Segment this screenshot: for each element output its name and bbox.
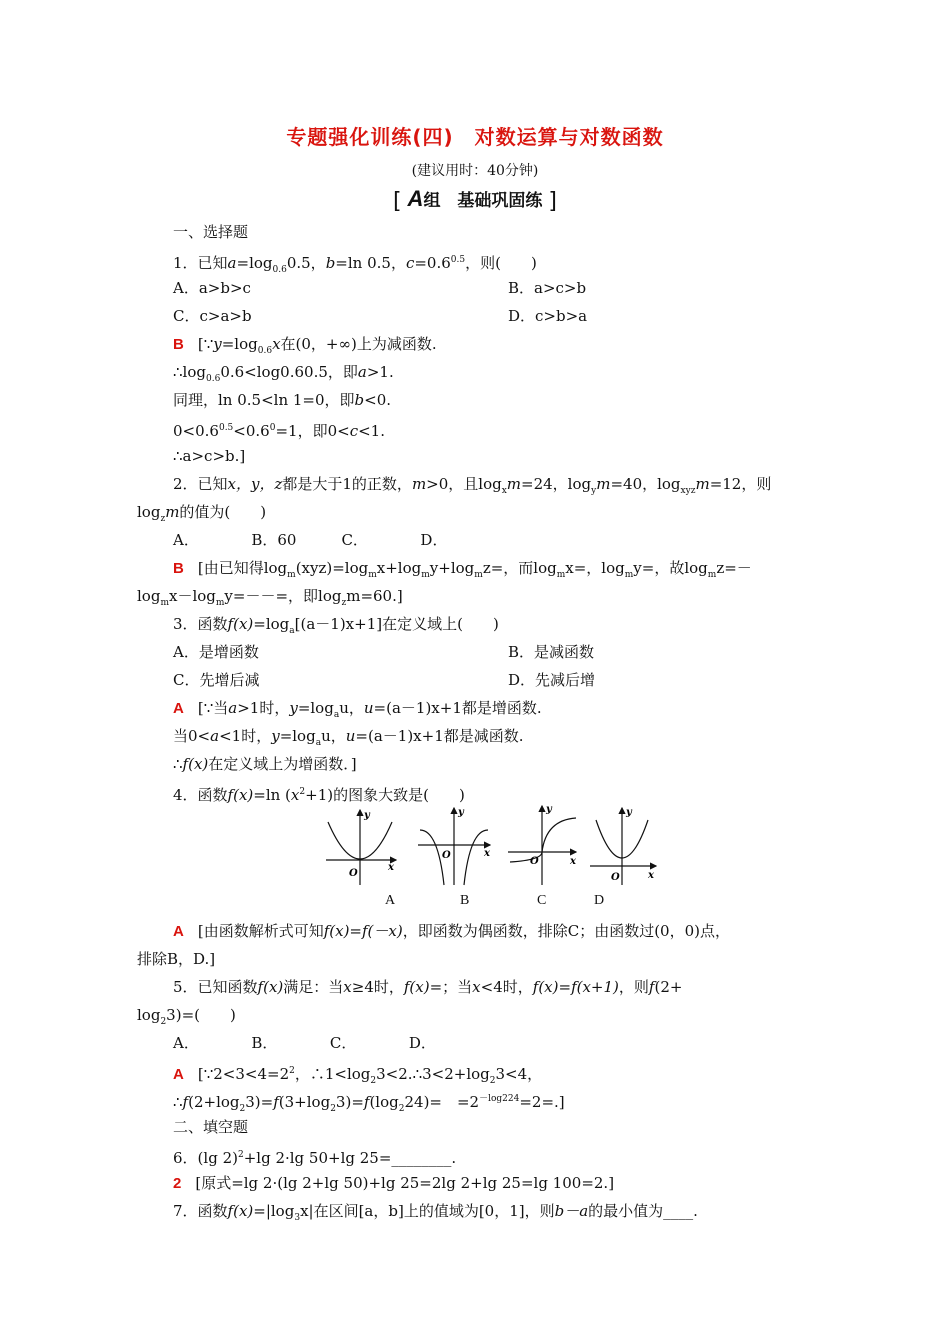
q1-solution-3: 同理，ln 0.5<ln 1=0，即b<0. [173,391,392,409]
q2-solution-1: B [由已知得$\log_m(xyz)=\log_mx+\log_my+\log_mz=$，而$\log_mx=$，$\log_my=$，故$\log_mz=-$ [173,559,752,580]
q1-stem: 1．已知$a=\log_{0.6}0.5$，b=ln 0.5，$c=0.6^{0.5}$，则( ) [173,254,537,275]
q1-option-a: A．a>b>c [173,279,251,297]
graph-c [508,806,576,885]
q7-stem: 7．函数$f(x)=|\log_3x|$在区间[a，b]上的值域为[0，1]，则b－a的最小值为____. [173,1202,698,1223]
group-heading [0,186,950,214]
axis-label-y: y [546,804,552,815]
axis-label-origin: O [530,856,539,867]
axis-label-x: x [648,870,654,881]
answer-label: 2 [173,1175,182,1192]
q5-solution-2: $\therefore f(2+\log_23)=f(3+\log_23)=f(\log_224)=$ $=2^{-log224}=2=$.] [173,1093,565,1114]
bracket-left: [ [393,189,402,214]
axis-label-x: x [570,856,576,867]
section-heading: 二、填空题 [173,1118,249,1136]
q3-option-a: A．是增函数 [173,643,259,661]
q5-options: A． B． C． D． [173,1034,436,1052]
q1-solution-2: $\therefore\log_{0.6}0.6<\log 0.60.5$，即a>1. [173,363,394,384]
q4-solution-2: 排除B，D.] [137,950,216,968]
axis-label-y: y [364,810,370,821]
q1-option-c: C．c>a>b [173,307,252,325]
axis-label-y: y [626,807,632,818]
q4-stem: 4．函数f(x)=ln $(x^2+1)$的图象大致是( ) [173,786,465,804]
q3-solution-1: A [∵当a>1时，$y=\log_au$，u=(a－1)x+1都是增函数. [173,699,542,720]
answer-label: A [173,1066,184,1083]
q5-stem: 5．已知函数f(x)满足：当x≥4时，f(x)=；当x<4时，f(x)=f(x+1)，则f(2+ [173,978,683,996]
graph-d [590,808,656,885]
group-letter: A [407,186,424,211]
figure-label-c: C [537,893,547,908]
graph-a [326,810,396,885]
q4-solution-1: A [由函数解析式可知f(x)=f(－x)，即函数为偶函数，排除C；由函数过(0，0)点， [173,922,730,940]
figure-label-a: A [385,893,396,908]
answer-label: A [173,923,184,940]
q1-option-b: B．a>c>b [508,279,587,297]
q4-graph-figures [320,800,660,915]
q3-option-c: C．先增后减 [173,671,260,689]
axis-label-y: y [458,807,464,818]
q6-stem: 6．(lg 2)$^2$+lg 2·lg 50+lg 25=________. [173,1149,457,1167]
axis-label-origin: O [611,872,620,883]
answer-label: B [173,336,184,353]
suggested-time: (建议用时：40分钟) [411,163,539,179]
q6-solution: 2 [原式=lg 2·(lg 2+lg 50)+lg 25=2lg 2+lg 25=lg 100=2.] [173,1174,615,1192]
q2-stem: 2．已知x，y，z都是大于1的正数，m>0，且$\log_xm=24$，$\log_ym=40$，$\log_{xyz}m=12$，则 [173,475,772,496]
answer-label: A [173,700,184,717]
axis-label-origin: O [442,850,451,861]
group-label: 组 基础巩固练 [423,191,543,211]
q3-option-b: B．是减函数 [508,643,595,661]
q2-stem-continued: $\log_zm$的值为( ) [137,503,267,524]
q5-solution-1: A [$\because 2<3<4=2^2$，$\therefore 1<\log_23<2.\therefore 3<2+\log_23<4$， [173,1065,543,1086]
section-heading: 一、选择题 [173,223,249,241]
q3-option-d: D．先减后增 [508,671,596,689]
q1-solution-5: ∴a>c>b.] [173,447,246,465]
q1-solution-1: B [$\because y=\log_{0.6}x$在(0，+∞)上为减函数. [173,335,437,356]
q3-solution-3: ∴f(x)在定义域上为增函数．] [173,755,357,773]
page-title: 专题强化训练(四) 对数运算与对数函数 [286,125,664,149]
answer-label: B [173,560,184,577]
figure-label-b: B [460,893,470,908]
figure-label-d: D [594,893,605,908]
axis-label-origin: O [349,868,358,879]
q2-options: A． B．60 C． D． [173,531,448,549]
q1-option-d: D．c>b>a [508,307,588,325]
graph-b [418,808,490,885]
q2-solution-2: $\log_mx-\log_my=--=$，即$\log_zm=60$.] [137,587,403,608]
axis-label-x: x [484,848,490,859]
bracket-right: ] [548,189,557,214]
q3-solution-2: 当0<a<1时，$y=\log_au$，u=(a－1)x+1都是减函数. [173,727,524,748]
q5-stem-continued: $\log_23)=$( ) [137,1006,236,1027]
q3-stem: 3．函数$f(x)=\log_a[(a-1)x+1]$在定义域上( ) [173,615,499,636]
axis-label-x: x [388,862,394,873]
q1-solution-4: $0<0.6^{0.5}<0.6^0=1$，即0<c<1. [173,422,385,440]
